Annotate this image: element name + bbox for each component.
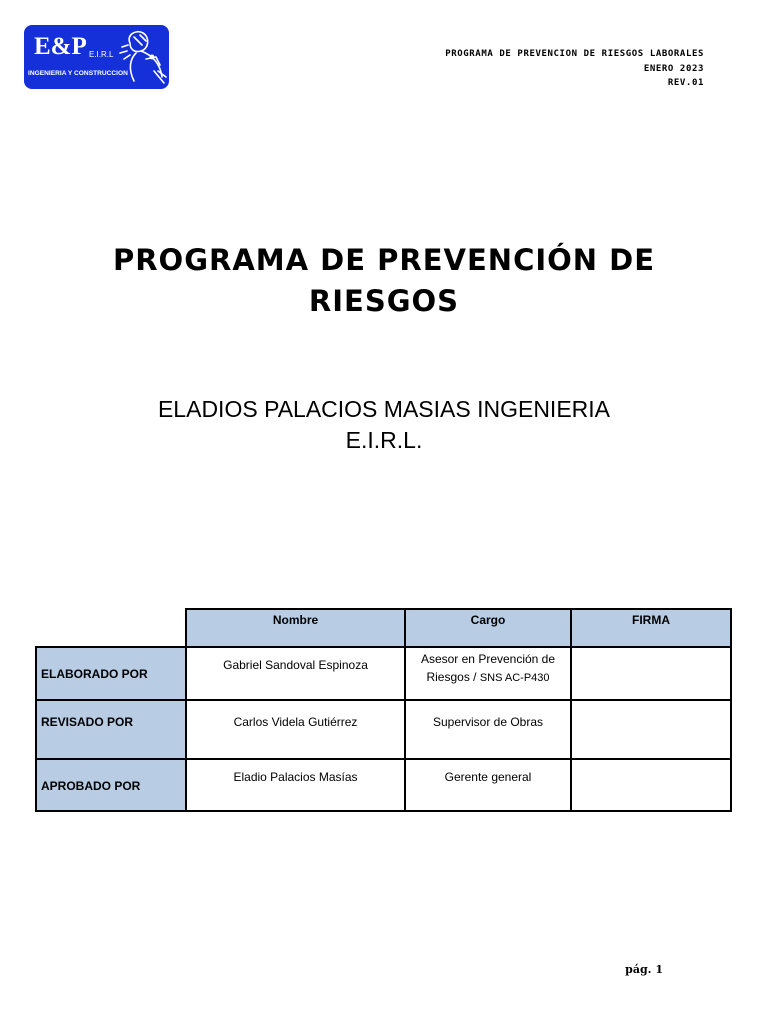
signature-field [571,700,731,759]
document-header [445,47,704,91]
header-nombre: Nombre [186,609,405,647]
row-nombre: Gabriel Sandoval Espinoza [186,647,405,700]
header-firma: FIRMA [571,609,731,647]
header-program: PROGRAMA DE PREVENCION DE RIESGOS LABORALES [445,49,704,59]
cargo-code: SNS AC-P430 [479,672,550,684]
cargo-line-2: Riesgos / [426,670,480,684]
company-name [0,394,768,456]
company-logo [24,25,169,89]
document-title [0,240,768,322]
row-label: REVISADO POR [36,700,186,759]
row-cargo [405,647,571,700]
company-line-1: ELADIOS PALACIOS MASIAS INGENIERIA [157,396,611,422]
table-row [36,647,731,700]
table-header-row [36,609,731,647]
cargo-line-1: Asesor en Prevención de [420,652,556,666]
signature-field [571,647,731,700]
row-nombre: Eladio Palacios Masías [186,759,405,811]
row-cargo: Supervisor de Obras [405,700,571,759]
header-cargo: Cargo [405,609,571,647]
title-line-2: RIESGOS [308,284,460,318]
page-number: pág. 1 [625,963,663,976]
row-label: ELABORADO POR [36,647,186,700]
title-line-1: PROGRAMA DE PREVENCIÓN DE [112,243,656,277]
header-revision: REV.01 [667,78,704,88]
table-row [36,759,731,811]
welder-icon [116,27,168,87]
logo-suffix: E.I.R.L [89,50,114,59]
logo-subtitle: INGENIERIA Y CONSTRUCCION [28,70,128,77]
header-date: ENERO 2023 [643,63,704,74]
table-corner [36,609,186,647]
logo-main-text: E&P [34,33,87,60]
approval-table [35,608,732,812]
table-row [36,700,731,759]
row-label: APROBADO POR [36,759,186,811]
signature-field [571,759,731,811]
row-cargo: Gerente general [405,759,571,811]
row-nombre: Carlos Videla Gutiérrez [186,700,405,759]
company-line-2: E.I.R.L. [345,427,423,453]
